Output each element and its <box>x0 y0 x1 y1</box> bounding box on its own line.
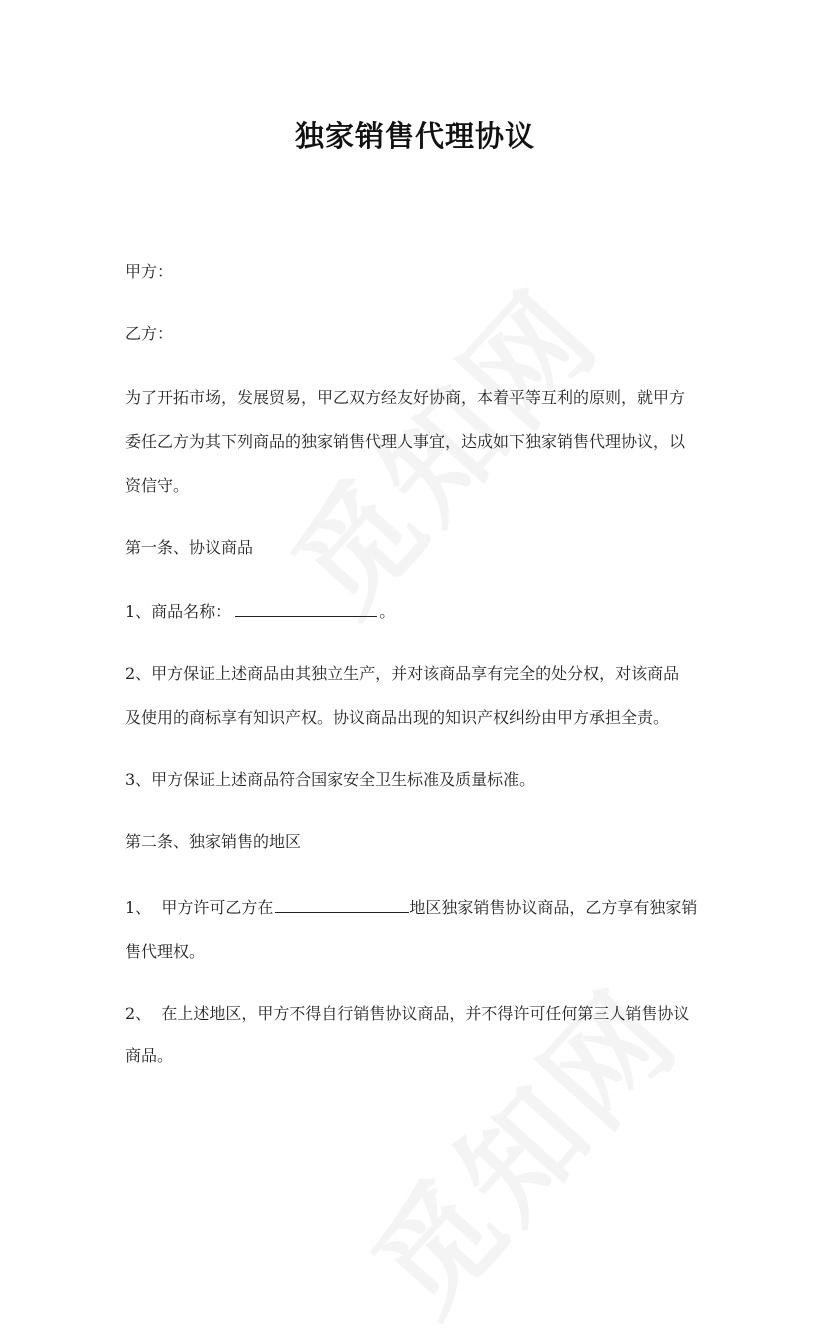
article1-item2-line: 及使用的商标享有知识产权。协议商品出现的知识产权纠纷由甲方承担全责。 <box>125 708 670 727</box>
article2-item2-line: 商品。 <box>125 1046 174 1065</box>
product-name-blank <box>235 598 377 617</box>
item-label: 1、商品名称： <box>125 602 232 621</box>
item-suffix: 地区独家销售协议商品，乙方享有独家销 <box>409 898 698 917</box>
intro-line: 资信守。 <box>125 476 190 495</box>
article1-item3: 3、甲方保证上述商品符合国家安全卫生标准及质量标准。 <box>125 770 536 789</box>
party-a-label: 甲方： <box>125 262 174 281</box>
article2-item2-line: 2、 在上述地区，甲方不得自行销售协议商品，并不得许可任何第三人销售协议 <box>125 1004 690 1023</box>
article2-heading: 第二条、独家销售的地区 <box>125 832 302 851</box>
intro-line: 委任乙方为其下列商品的独家销售代理人事宜，达成如下独家销售代理协议，以 <box>125 432 686 451</box>
article1-heading: 第一条、协议商品 <box>125 538 254 557</box>
intro-line: 为了开拓市场，发展贸易，甲乙双方经友好协商，本着平等互利的原则，就甲方 <box>125 388 686 407</box>
article2-item1 <box>125 894 725 922</box>
article2-item1-line2: 售代理权。 <box>125 942 206 961</box>
document-title: 独家销售代理协议 <box>294 119 535 153</box>
article1-item2-line: 2、甲方保证上述商品由其独立生产，并对该商品享有完全的处分权，对该商品 <box>125 664 680 683</box>
party-b-label: 乙方： <box>125 324 174 343</box>
item-suffix: 。 <box>379 602 396 621</box>
region-blank <box>275 894 409 913</box>
item-label: 1、 甲方许可乙方在 <box>125 898 274 917</box>
article1-item1 <box>125 598 725 626</box>
